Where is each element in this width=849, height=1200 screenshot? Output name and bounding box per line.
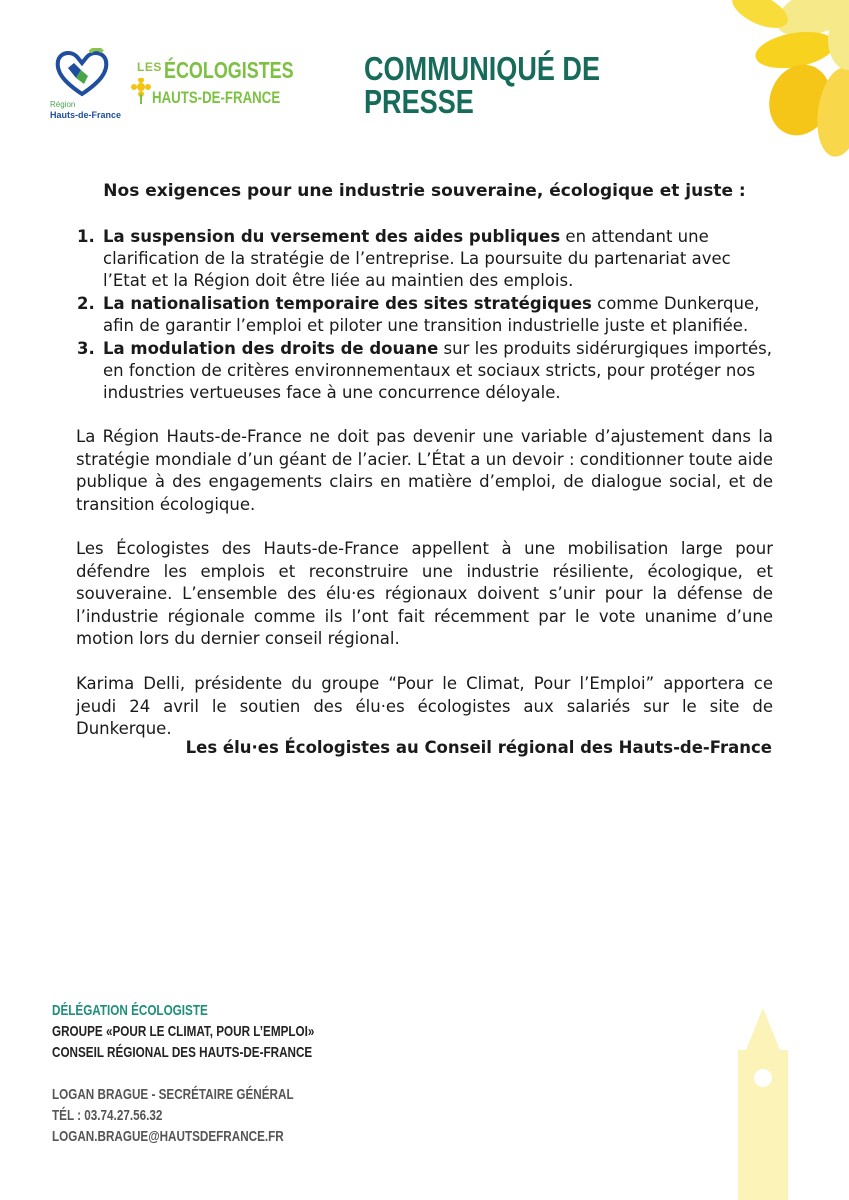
headline: Nos exigences pour une industrie souveraine, écologique et juste : bbox=[103, 181, 746, 201]
paragraph-karima-delli: Karima Delli, présidente du groupe “Pour le Climat, Pour l’Emploi” apportera ce jeudi 24 avril le soutien des élu·es écologistes aux salariés sur le site de Dunkerque. bbox=[76, 674, 773, 738]
demand-item bbox=[72, 338, 777, 404]
region-logo-text bbox=[50, 100, 121, 120]
footer-contact-name: LOGAN BRAGUE - SECRÉTAIRE GÉNÉRAL bbox=[52, 1086, 294, 1103]
demand-item bbox=[72, 293, 777, 337]
footer-group: GROUPE «POUR LE CLIMAT, POUR L’EMPLOI» bbox=[52, 1023, 315, 1040]
belfry-tower-icon bbox=[720, 1000, 820, 1200]
les-ecologistes-logo bbox=[130, 57, 300, 110]
region-hauts-de-france-logo bbox=[48, 48, 128, 124]
footer-email[interactable]: LOGAN.BRAGUE@HAUTSDEFRANCE.FR bbox=[52, 1128, 284, 1145]
eco-logo-region: HAUTS-DE-FRANCE bbox=[152, 88, 281, 107]
region-logo-line1: Région bbox=[50, 100, 76, 109]
demand-text: comme Dunkerque, afin de garantir l’emploi et piloter une transition industrielle juste et planifiée. bbox=[103, 294, 760, 335]
demand-number: 2. bbox=[77, 294, 95, 313]
footer-phone: TÉL : 03.74.27.56.32 bbox=[52, 1107, 163, 1124]
region-logo-line2: Hauts-de-France bbox=[50, 110, 122, 120]
signature: Les élu·es Écologistes au Conseil régional des Hauts-de-France bbox=[185, 738, 772, 757]
demand-text: en attendant une clarification de la stratégie de l’entreprise. La poursuite du partenariat avec l’Etat et la Région doit être liée au maintien des emplois. bbox=[103, 227, 731, 290]
demand-number: 3. bbox=[77, 339, 95, 358]
footer-contact-block bbox=[52, 1000, 314, 1147]
press-release-title bbox=[364, 52, 600, 118]
demand-number: 1. bbox=[77, 227, 95, 246]
demand-title: La suspension du versement des aides publiques bbox=[103, 227, 561, 246]
title-line2: PRESSE bbox=[364, 83, 474, 120]
paragraph-mobilisation: Les Écologistes des Hauts-de-France appellent à une mobilisation large pour défendre les emplois et reconstruire une industrie résiliente, écologique, et souveraine. L’ensemble des élu·es régionaux doivent s’unir pour la défense de l’industrie régionale comme ils l’ont fait récemment par le vote unanime d’une motion lors du dernier conseil régional. bbox=[76, 539, 773, 648]
title-line1: COMMUNIQUÉ DE bbox=[364, 50, 601, 87]
eco-logo-name: ÉCOLOGISTES bbox=[164, 57, 294, 83]
demand-title: La nationalisation temporaire des sites stratégiques bbox=[103, 294, 592, 313]
demands-list bbox=[72, 226, 777, 405]
footer-delegation: DÉLÉGATION ÉCOLOGISTE bbox=[52, 1002, 208, 1019]
sunflower-logo-icon bbox=[130, 78, 152, 104]
demand-item bbox=[72, 226, 777, 292]
demand-text: sur les produits sidérurgiques importés, en fonction de critères environnementaux et sociaux stricts, pour protéger nos industries vertueuses face à une concurrence déloyale. bbox=[103, 339, 773, 402]
eco-logo-prefix: LES bbox=[137, 60, 162, 74]
demand-title: La modulation des droits de douane bbox=[103, 339, 439, 358]
footer-council: CONSEIL RÉGIONAL DES HAUTS-DE-FRANCE bbox=[52, 1044, 313, 1061]
sunflower-decoration-icon bbox=[700, 0, 849, 165]
heart-map-icon bbox=[54, 48, 110, 98]
paragraph-region-role: La Région Hauts-de-France ne doit pas devenir une variable d’ajustement dans la stratégie mondiale d’un géant de l’acier. L’État a un devoir : conditionner toute aide publique à des engagements clairs en matière d’emploi, de dialogue social, et de transition écologique. bbox=[76, 427, 773, 514]
